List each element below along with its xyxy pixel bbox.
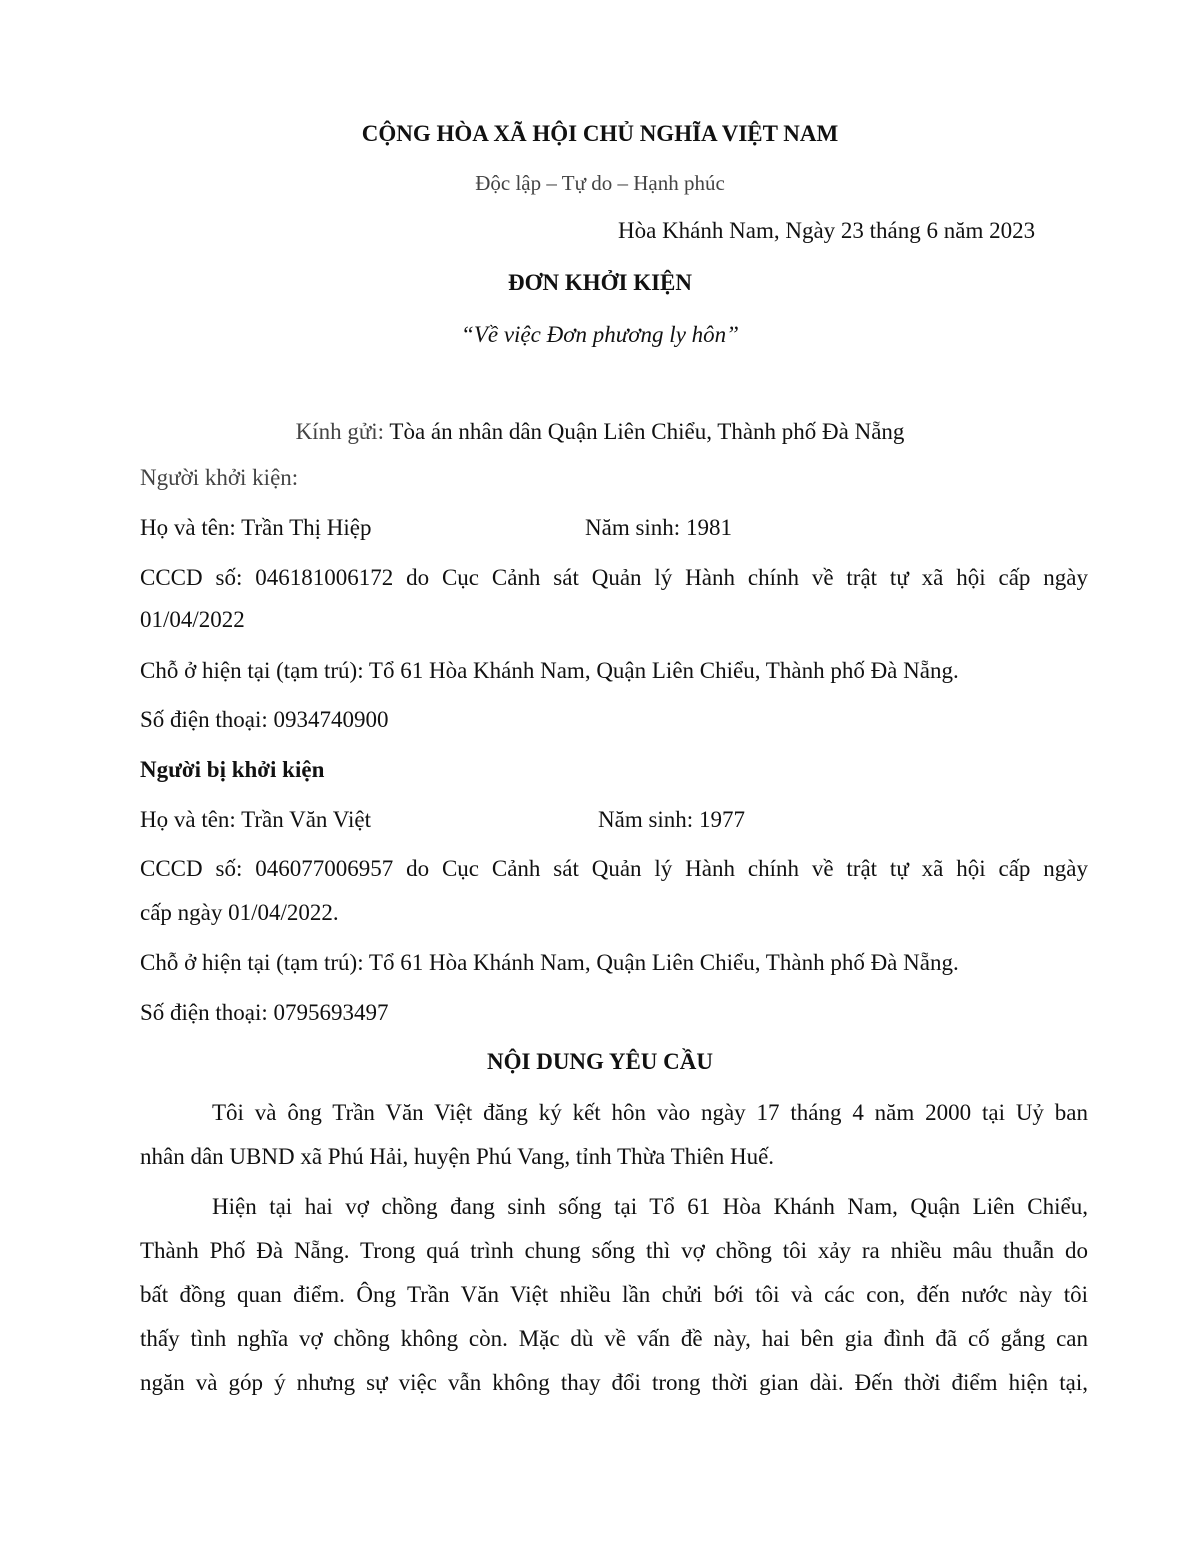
paragraph-2-line-4: thấy tình nghĩa vợ chồng không còn. Mặc dù về vấn đề này, hai bên gia đình đã cố gắng can (140, 1326, 1088, 1351)
recipient-line (0, 420, 1200, 443)
plaintiff-heading: Người khởi kiện: (140, 465, 299, 490)
paragraph-2-line-2: Thành Phố Đà Nẵng. Trong quá trình chung sống thì vợ chồng tôi xảy ra nhiều mâu thuẫn do (140, 1238, 1088, 1263)
paragraph-2-line-3: bất đồng quan điểm. Ông Trần Văn Việt nhiều lần chửi bới tôi và các con, đến nước này tôi (140, 1282, 1088, 1307)
defendant-id-line: CCCD số: 046077006957 do Cục Cảnh sát Quản lý Hành chính về trật tự xã hội cấp ngày (140, 856, 1088, 881)
date-line: Hòa Khánh Nam, Ngày 23 tháng 6 năm 2023 (618, 218, 1036, 243)
recipient-label: Kính gửi: (295, 419, 390, 444)
plaintiff-id-line: CCCD số: 046181006172 do Cục Cảnh sát Quản lý Hành chính về trật tự xã hội cấp ngày (140, 565, 1088, 590)
recipient-name: Tòa án nhân dân Quận Liên Chiểu, Thành phố Đà Nẵng (389, 419, 905, 444)
defendant-address: Chỗ ở hiện tại (tạm trú): Tổ 61 Hòa Khánh Nam, Quận Liên Chiểu, Thành phố Đà Nẵng. (140, 950, 959, 975)
defendant-id-date: cấp ngày 01/04/2022. (140, 900, 339, 925)
document-subject: “Về việc Đơn phương ly hôn” (461, 322, 739, 347)
national-title: CỘNG HÒA XÃ HỘI CHỦ NGHĨA VIỆT NAM (361, 121, 839, 146)
defendant-heading: Người bị khởi kiện (140, 757, 325, 782)
paragraph-2-line-1: Hiện tại hai vợ chồng đang sinh sống tại Tổ 61 Hòa Khánh Nam, Quận Liên Chiểu, (212, 1194, 1088, 1219)
defendant-phone: Số điện thoại: 0795693497 (140, 1000, 389, 1025)
plaintiff-name: Họ và tên: Trần Thị Hiệp (140, 515, 372, 540)
defendant-name: Họ và tên: Trần Văn Việt (140, 807, 371, 832)
paragraph-2-line-5: ngăn và góp ý nhưng sự việc vẫn không thay đổi trong thời gian dài. Đến thời điểm hiện tại, (140, 1370, 1088, 1395)
plaintiff-birth-year: Năm sinh: 1981 (585, 515, 732, 540)
plaintiff-address: Chỗ ở hiện tại (tạm trú): Tổ 61 Hòa Khánh Nam, Quận Liên Chiểu, Thành phố Đà Nẵng. (140, 658, 959, 683)
request-heading: NỘI DUNG YÊU CẦU (487, 1049, 713, 1074)
document-title: ĐƠN KHỞI KIỆN (507, 270, 693, 295)
paragraph-1-line-1: Tôi và ông Trần Văn Việt đăng ký kết hôn vào ngày 17 tháng 4 năm 2000 tại Uỷ ban (212, 1100, 1088, 1125)
motto: Độc lập – Tự do – Hạnh phúc (475, 171, 725, 195)
plaintiff-phone: Số điện thoại: 0934740900 (140, 707, 389, 732)
defendant-birth-year: Năm sinh: 1977 (598, 807, 745, 832)
paragraph-1-line-2: nhân dân UBND xã Phú Hải, huyện Phú Vang, tỉnh Thừa Thiên Huế. (140, 1144, 775, 1169)
plaintiff-id-date: 01/04/2022 (140, 607, 245, 632)
